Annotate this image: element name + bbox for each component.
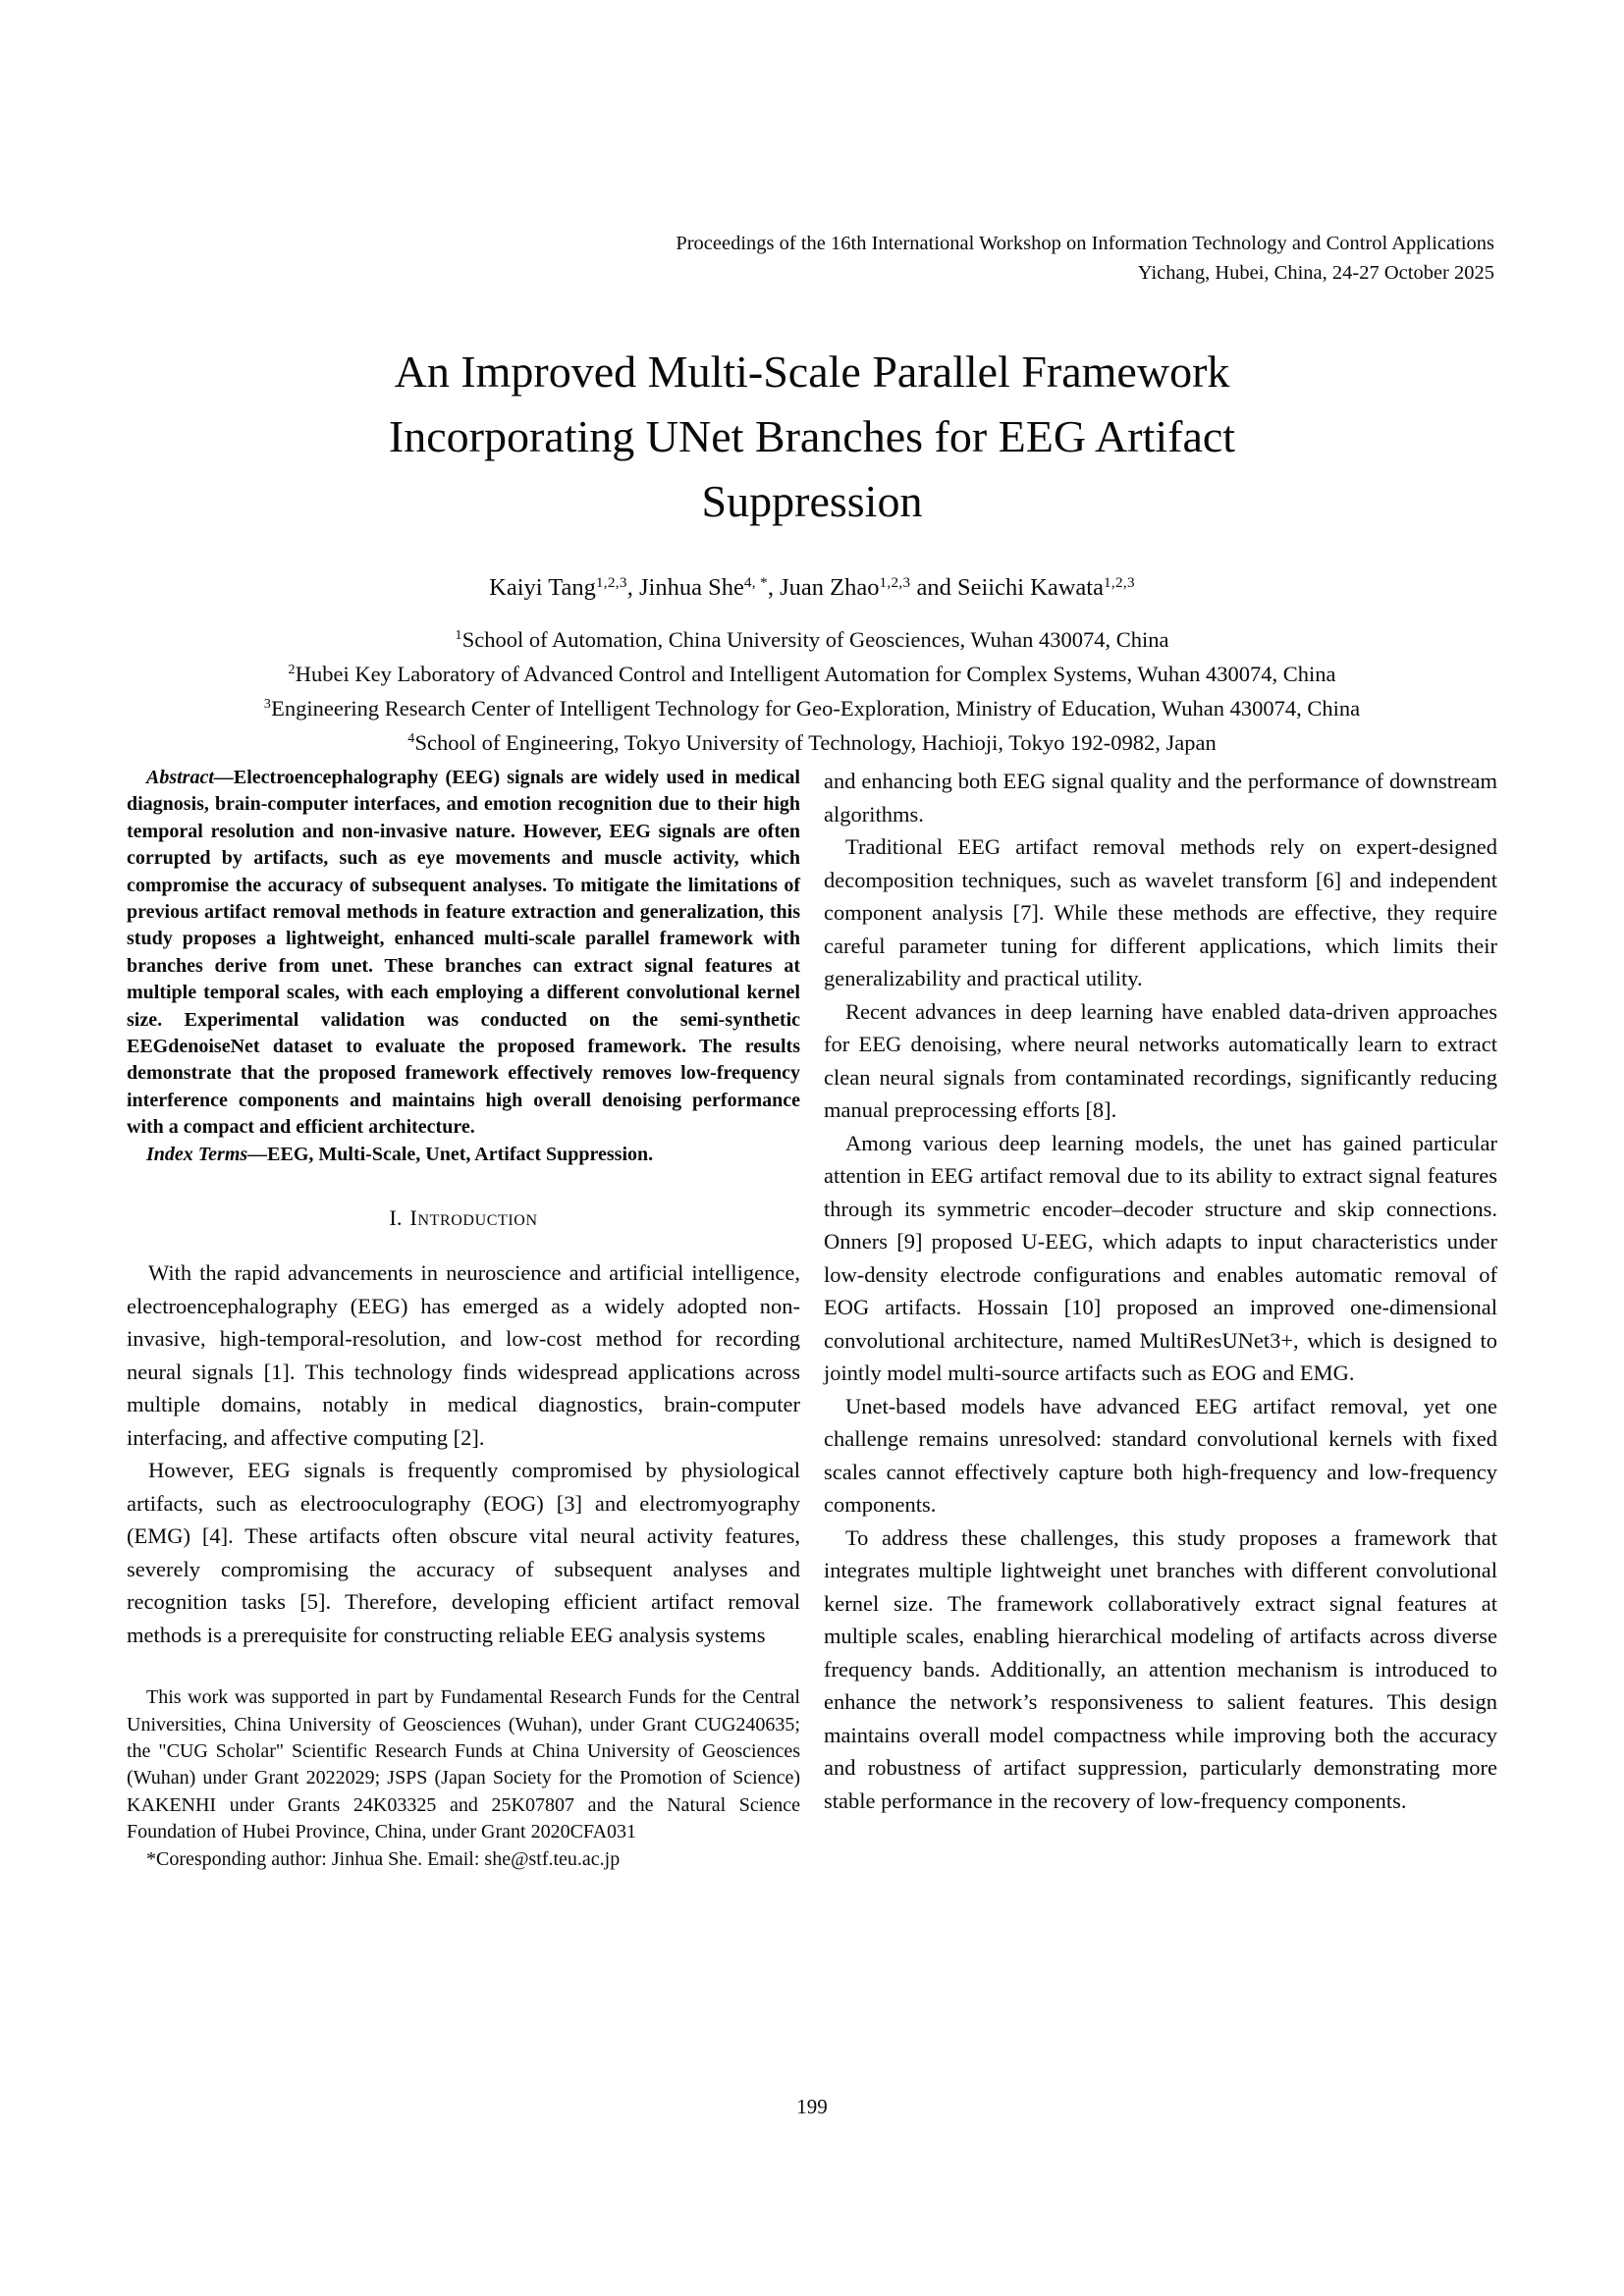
page-number: 199	[796, 2095, 828, 2118]
left-column	[127, 765, 800, 1873]
header-line-2: Yichang, Hubei, China, 24-27 October 2025	[1137, 262, 1494, 284]
author-superscript: 1,2,3	[1103, 573, 1135, 591]
author-superscript: 1,2,3	[595, 573, 627, 591]
author-name: Seiichi Kawata	[956, 574, 1104, 601]
paragraph-traditional-methods: Traditional EEG artifact removal methods rely on expert-designed decomposition techniques, such as wavelet transform [6] and independent component analysis [7]. While these methods are effective, they require careful parameter tuning for different applications, which limits their generalizability and practical utility.	[824, 834, 1497, 990]
author-superscript: 4, *	[743, 573, 768, 591]
affiliation-line	[125, 693, 1499, 727]
paragraph-intro-2: However, EEG signals is frequently compromised by physiological artifacts, such as electrooculography (EOG) [3] and electromyography (EMG) [4]. These artifacts often obscure vital neural activity features, severely compromising the accuracy of subsequent analyses and recognition tasks [5]. Therefore, developing efficient artifact removal methods is a prerequisite for constructing reliable EEG analysis systems	[127, 1458, 800, 1647]
affiliation-superscript: 2	[288, 663, 296, 678]
section-heading	[127, 1205, 800, 1231]
affiliations	[125, 624, 1499, 762]
conference-header	[128, 229, 1494, 288]
abstract-text: Electroencephalography (EEG) signals are widely used in medical diagnosis, brain-computer interfaces, and emotion recognition due to their high temporal resolution and non-invasive nature. However, EEG signals are often corrupted by artifacts, such as eye movements and muscle activity, which compromise the accuracy of subsequent analyses. To mitigate the limitations of previous artifact removal methods in feature extraction and generalization, this study proposes a lightweight, enhanced multi-scale parallel framework with branches derive from unet. These branches can extract signal features at multiple temporal scales, with each employing a different convolutional kernel size. Experimental validation was conducted on the semi-synthetic EEGdenoiseNet dataset to evaluate the proposed framework. The results demonstrate that the proposed framework effectively removes low-frequency interference components and maintains high overall denoising performance with a compact and efficient architecture.	[127, 767, 800, 1139]
abstract-paragraph	[127, 765, 800, 1142]
author-name: Jinhua She	[639, 574, 744, 601]
index-terms-text: EEG, Multi-Scale, Unet, Artifact Suppression.	[267, 1143, 654, 1165]
abstract-label: Abstract—	[146, 767, 234, 788]
author-name: Kaiyi Tang	[489, 574, 596, 601]
affiliation-text: Engineering Research Center of Intelligent Technology for Geo-Exploration, Ministry of Education, Wuhan 430074, China	[271, 696, 1361, 721]
index-terms-label: Index Terms—	[146, 1143, 268, 1165]
paragraph-continuation: and enhancing both EEG signal quality and the performance of downstream algorithms.	[824, 769, 1497, 827]
paragraph-unet-models: Among various deep learning models, the unet has gained particular attention in EEG artifact removal due to its ability to extract signal features through its symmetric encoder–decoder structure and skip connections. Onners [9] proposed U-EEG, which adapts to input characteristics under low-density electrode configurations and enables automatic removal of EOG artifacts. Hossain [10] proposed an improved one-dimensional convolutional architecture, named MultiResUNet3+, which is designed to jointly model multi-source artifacts such as EOG and EMG.	[824, 1130, 1497, 1385]
footnote-corresponding: *Coresponding author: Jinhua She. Email: she@stf.teu.ac.jp	[146, 1847, 621, 1870]
paragraph-challenge: Unet-based models have advanced EEG artifact removal, yet one challenge remains unresolved: standard convolutional kernels with fixed scales cannot effectively capture both high-frequency and low-frequency components.	[824, 1393, 1497, 1517]
author-superscript: 1,2,3	[879, 573, 911, 591]
author-separator: and	[910, 574, 957, 601]
two-column-body	[127, 765, 1497, 1873]
paragraph-proposed-framework: To address these challenges, this study proposes a framework that integrates multiple lightweight unet branches with different convolutional kernel size. The framework collaboratively extract signal features at multiple scales, enabling hierarchical modeling of artifacts across diverse frequency bands. Additionally, an attention mechanism is introduced to enhance the network’s responsiveness to salient features. This design maintains overall model compactness while improving both the accuracy and robustness of artifact suppression, particularly demonstrating more stable performance in the recovery of low-frequency components.	[824, 1524, 1497, 1813]
affiliation-text: School of Automation, China University of Geosciences, Wuhan 430074, China	[461, 627, 1169, 652]
paragraph-intro-1: With the rapid advancements in neuroscience and artificial intelligence, electroencephalography (EEG) has emerged as a widely adopted non-invasive, high-temporal-resolution, and low-cost method for recording neural signals [1]. This technology finds widespread applications across multiple domains, notably in medical diagnostics, brain-computer interfacing, and affective computing [2].	[127, 1260, 800, 1450]
author-separator: ,	[767, 574, 781, 601]
index-terms-paragraph	[127, 1142, 800, 1168]
affiliation-line	[125, 727, 1499, 762]
affiliation-text: Hubei Key Laboratory of Advanced Control and Intelligent Automation for Complex Systems, Wuhan 430074, China	[295, 662, 1336, 686]
author-separator: ,	[626, 574, 640, 601]
right-column	[824, 765, 1497, 1873]
footnote-support: This work was supported in part by Fundamental Research Funds for the Central Universities, China University of Geosciences (Wuhan), under Grant CUG240635; the "CUG Scholar" Scientific Research Funds at China University of Geosciences (Wuhan) under Grant 2022029; JSPS (Japan Society for the Promotion of Science) KAKENHI under Grants 24K03325 and 25K07807 and the Natural Science Foundation of Hubei Province, China, under Grant 2020CFA031	[127, 1686, 800, 1843]
paragraph-deep-learning: Recent advances in deep learning have enabled data-driven approaches for EEG denoising, where neural networks automatically learn to extract clean neural signals from contaminated recordings, significantly reducing manual preprocessing efforts [8].	[824, 998, 1497, 1122]
section-number: I.	[389, 1205, 403, 1231]
affiliation-line	[125, 659, 1499, 693]
header-line-1: Proceedings of the 16th International Workshop on Information Technology and Control Applications	[676, 233, 1494, 254]
affiliation-superscript: 1	[455, 628, 462, 644]
author-line	[125, 573, 1499, 606]
affiliation-text: School of Engineering, Tokyo University of Technology, Hachioji, Tokyo 192-0982, Japan	[414, 730, 1217, 755]
affiliation-superscript: 4	[407, 731, 415, 747]
author-name: Juan Zhao	[780, 574, 880, 601]
footnote	[127, 1684, 800, 1873]
affiliation-superscript: 3	[263, 697, 272, 713]
affiliation-line	[125, 624, 1499, 659]
section-title: Introduction	[409, 1205, 538, 1231]
paper-title: An Improved Multi-Scale Parallel Framework Incorporating UNet Branches for EEG Artifact Suppression	[388, 346, 1236, 526]
